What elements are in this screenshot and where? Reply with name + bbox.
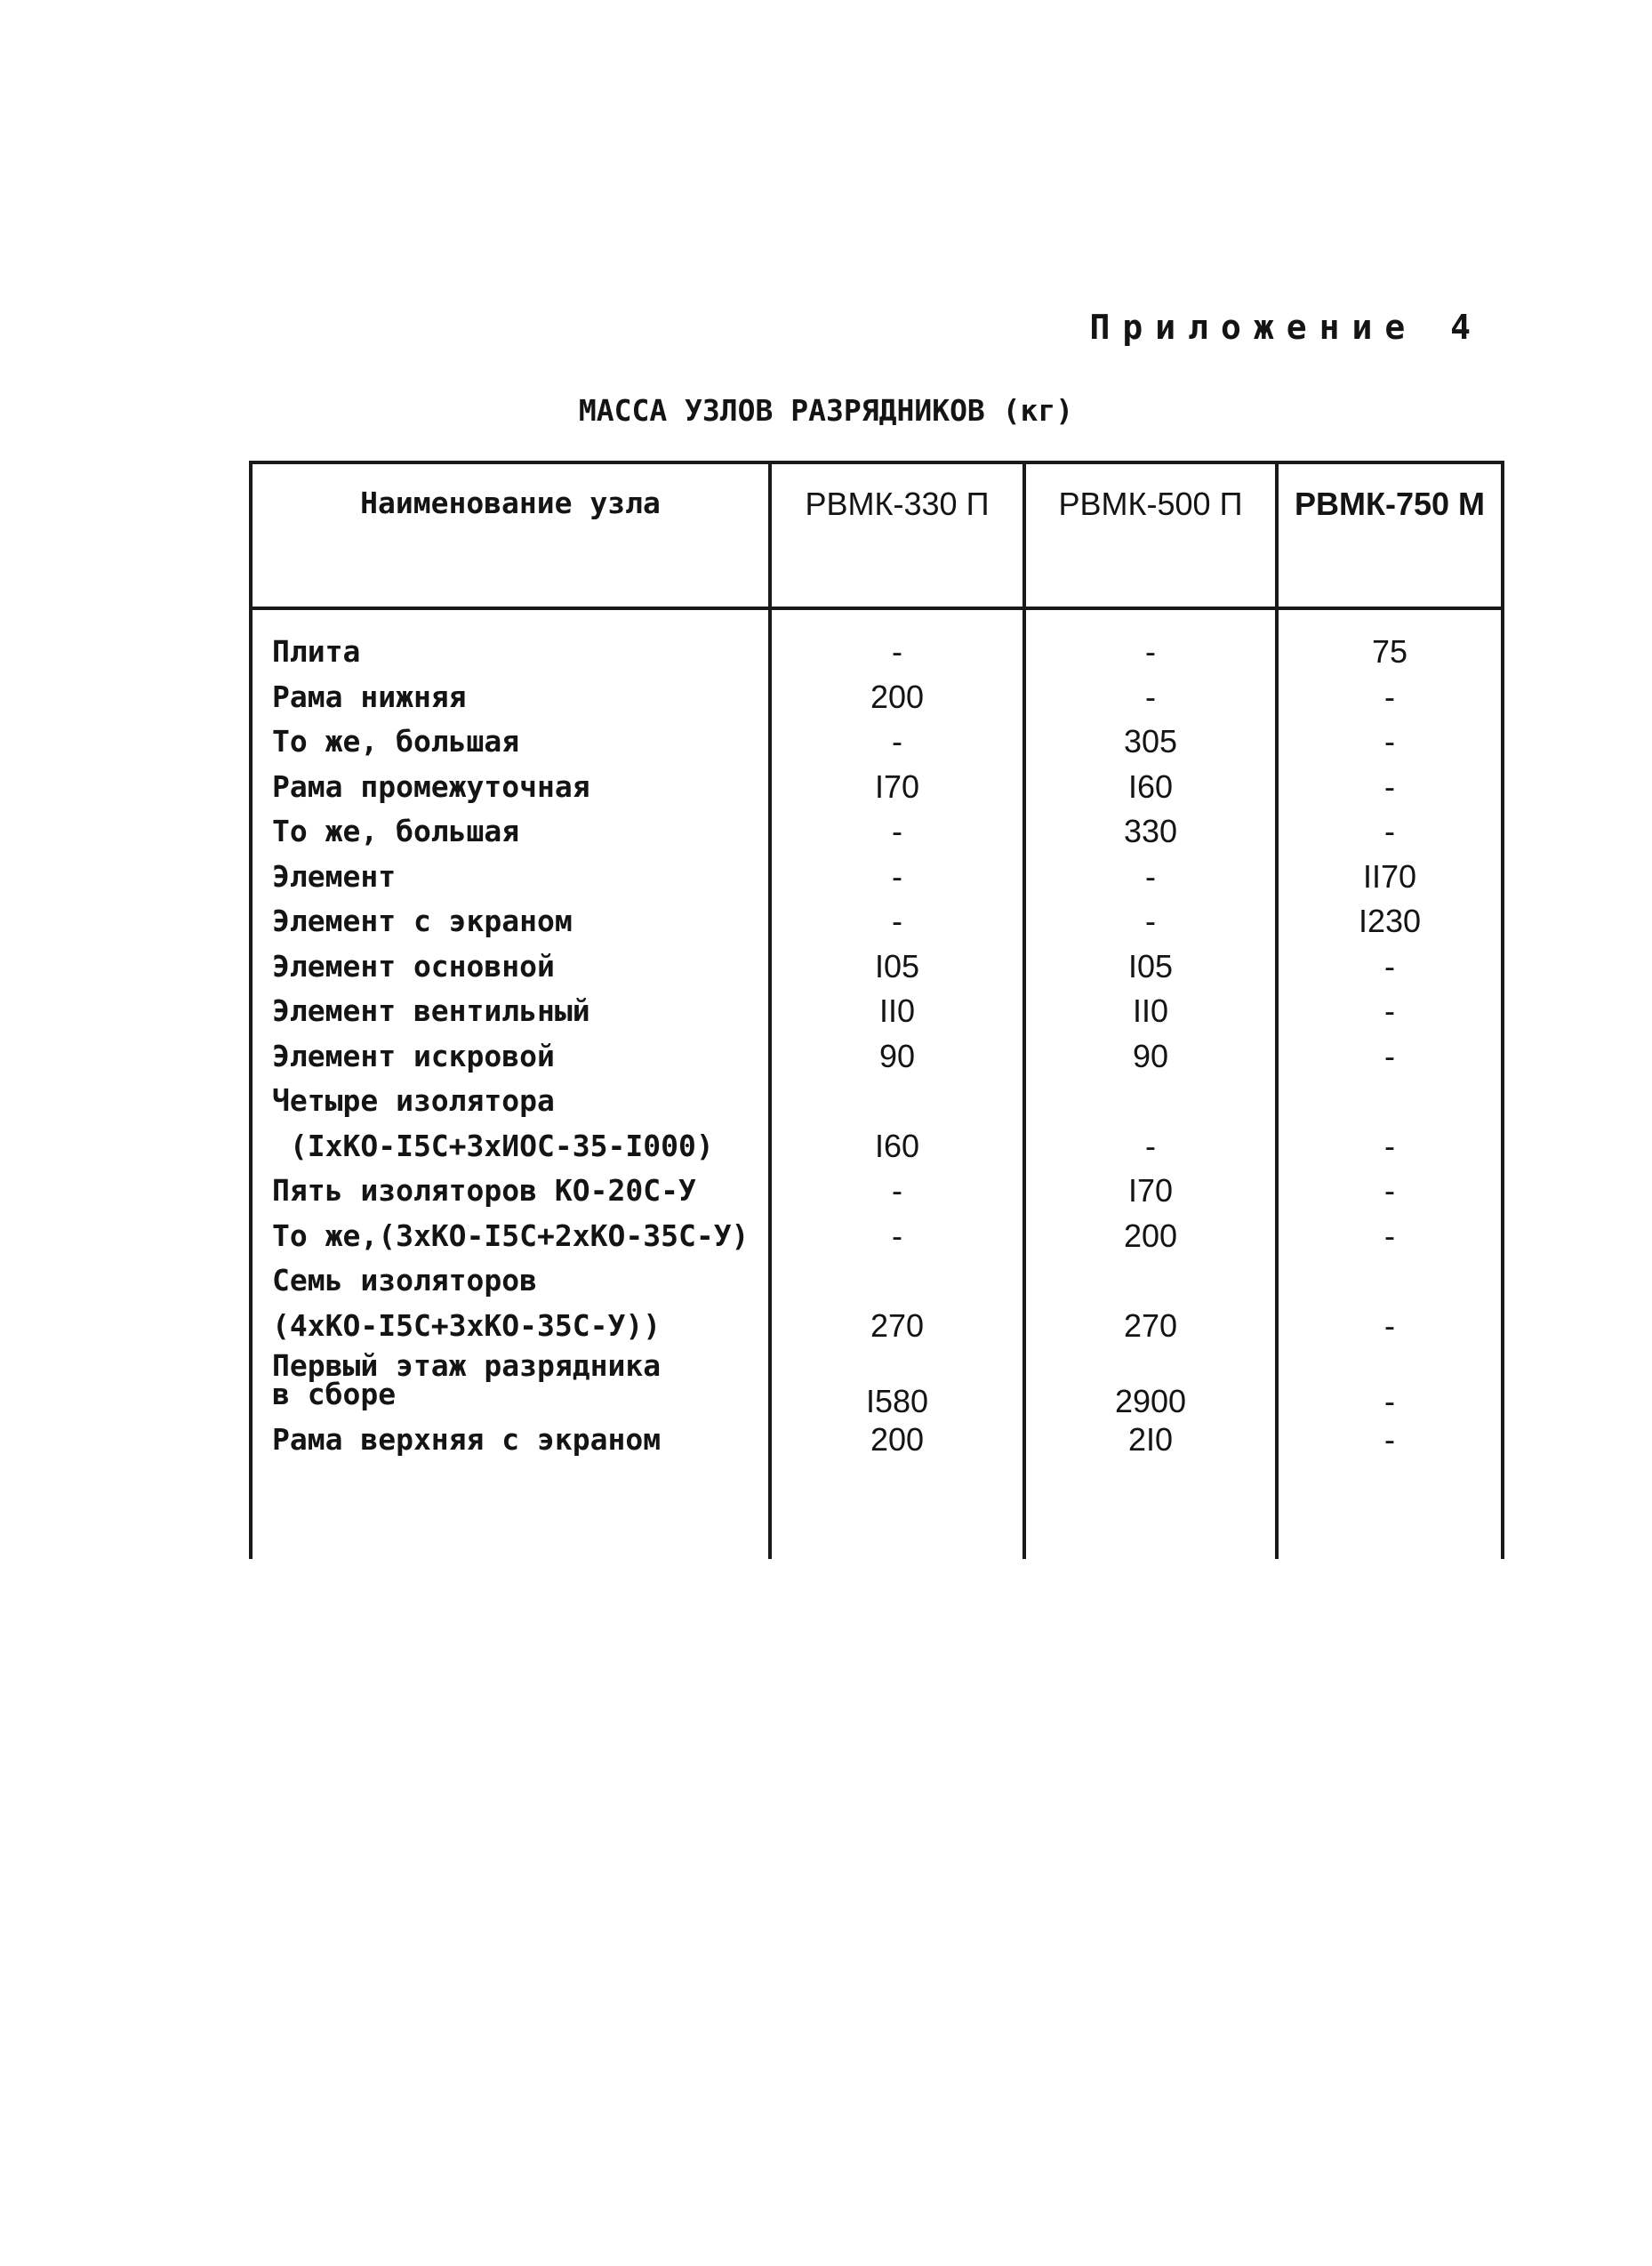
value-text: 270 (870, 1306, 925, 1344)
value-cell (1279, 1348, 1501, 1418)
value-text: - (1145, 1127, 1156, 1164)
row-name: То же, большая (272, 724, 520, 759)
value-cell: - (892, 633, 902, 670)
value-cell: I05 (1127, 947, 1174, 984)
value-cell: - (892, 1172, 902, 1209)
value-cell: 200 (870, 678, 925, 715)
rvmk-500-column (1024, 608, 1277, 1559)
header-rvmk-330: РВМК-330 П (770, 462, 1024, 608)
row-name: Рама нижняя (272, 679, 467, 714)
value-cell: - (892, 723, 902, 759)
value-cell: - (1384, 723, 1395, 759)
value-cell (772, 1258, 1022, 1348)
row-name: Элемент с экраном (272, 904, 573, 938)
header-rvmk-750: РВМК-750 М (1277, 462, 1503, 608)
value-cell (1026, 1348, 1275, 1418)
value-cell: - (892, 903, 902, 939)
value-cell: II0 (878, 992, 916, 1029)
value-cell (1279, 1079, 1501, 1169)
row-name-line2: (4хКО-I5С+3хКО-35С-У)) (272, 1307, 662, 1343)
value-cell: - (1384, 1421, 1395, 1458)
value-cell: - (1145, 857, 1156, 895)
value-cell (772, 1348, 1022, 1418)
value-cell: II0 (1132, 992, 1169, 1029)
row-name: Плита (272, 634, 361, 669)
row-name: Рама промежуточная (272, 768, 590, 804)
table-title: МАССА УЗЛОВ РАЗРЯДНИКОВ (кг) (578, 393, 1074, 428)
row-name: То же,(3хКО-I5С+2хКО-35С-У) (272, 1217, 750, 1253)
value-cell: 330 (1123, 813, 1178, 849)
row-name: Пять изоляторов КО-20С-У (272, 1173, 696, 1208)
value-cell: 200 (1123, 1217, 1178, 1254)
row-name-line1: Семь изоляторов (272, 1263, 538, 1298)
value-cell: - (1145, 633, 1156, 670)
value-text: - (1384, 1383, 1395, 1419)
names-column (251, 608, 770, 1559)
value-cell: - (1384, 1172, 1395, 1209)
row-name-line2: в сборе (272, 1377, 397, 1411)
value-cell: - (1384, 1037, 1395, 1074)
value-cell (772, 1079, 1022, 1169)
mass-table (249, 461, 1501, 1559)
table-body (251, 608, 1503, 1559)
value-cell: - (1384, 767, 1395, 805)
value-cell: I70 (1127, 1172, 1174, 1209)
row-name-two-line (253, 1348, 768, 1418)
value-cell: I05 (874, 947, 920, 984)
value-cell: II70 (1362, 857, 1417, 895)
row-name: Элемент искровой (272, 1038, 555, 1073)
value-cell: I60 (1127, 767, 1174, 805)
rvmk-750-column (1277, 608, 1503, 1559)
value-text: - (1384, 1127, 1395, 1164)
value-cell: 200 (870, 1421, 925, 1458)
value-cell (1026, 1258, 1275, 1348)
row-name: Элемент (272, 858, 397, 894)
table-header-row (251, 462, 1503, 608)
value-text: 2900 (1114, 1383, 1187, 1419)
value-cell (1026, 1079, 1275, 1169)
value-cell: 90 (1132, 1037, 1169, 1074)
value-cell: I230 (1358, 903, 1422, 939)
row-name-line1: Первый этаж разрядника (272, 1348, 662, 1383)
value-cell: - (1145, 903, 1156, 939)
value-text: - (1384, 1306, 1395, 1344)
value-cell: 305 (1123, 723, 1178, 759)
value-cell: - (1384, 947, 1395, 984)
rvmk-330-column (770, 608, 1024, 1559)
row-name: Элемент основной (272, 948, 555, 984)
value-text: I580 (865, 1383, 929, 1419)
value-cell: - (892, 813, 902, 849)
header-name: Наименование узла (251, 462, 770, 608)
value-cell: - (1384, 1217, 1395, 1254)
value-cell: - (1384, 678, 1395, 715)
value-cell (1279, 1258, 1501, 1348)
value-cell: 75 (1371, 633, 1408, 670)
appendix-label: Приложение 4 (1089, 308, 1483, 347)
row-name: Элемент вентильный (272, 993, 590, 1028)
row-name-line2: (IxКО-I5С+3хИОС-35-I000) (272, 1128, 714, 1163)
value-cell: - (1384, 813, 1395, 849)
value-cell: 2I0 (1127, 1421, 1174, 1458)
value-cell: - (1384, 992, 1395, 1029)
value-cell: I70 (874, 767, 920, 805)
value-text: 270 (1123, 1306, 1178, 1344)
value-cell: - (892, 857, 902, 895)
value-cell: 90 (878, 1037, 916, 1074)
row-name: То же, большая (272, 814, 520, 848)
row-name-line1: Четыре изолятора (272, 1083, 555, 1118)
value-cell: - (892, 1217, 902, 1254)
header-rvmk-500: РВМК-500 П (1024, 462, 1277, 608)
value-cell: - (1145, 678, 1156, 715)
row-name: Рама верхняя с экраном (272, 1422, 662, 1457)
value-text: I60 (874, 1127, 920, 1164)
